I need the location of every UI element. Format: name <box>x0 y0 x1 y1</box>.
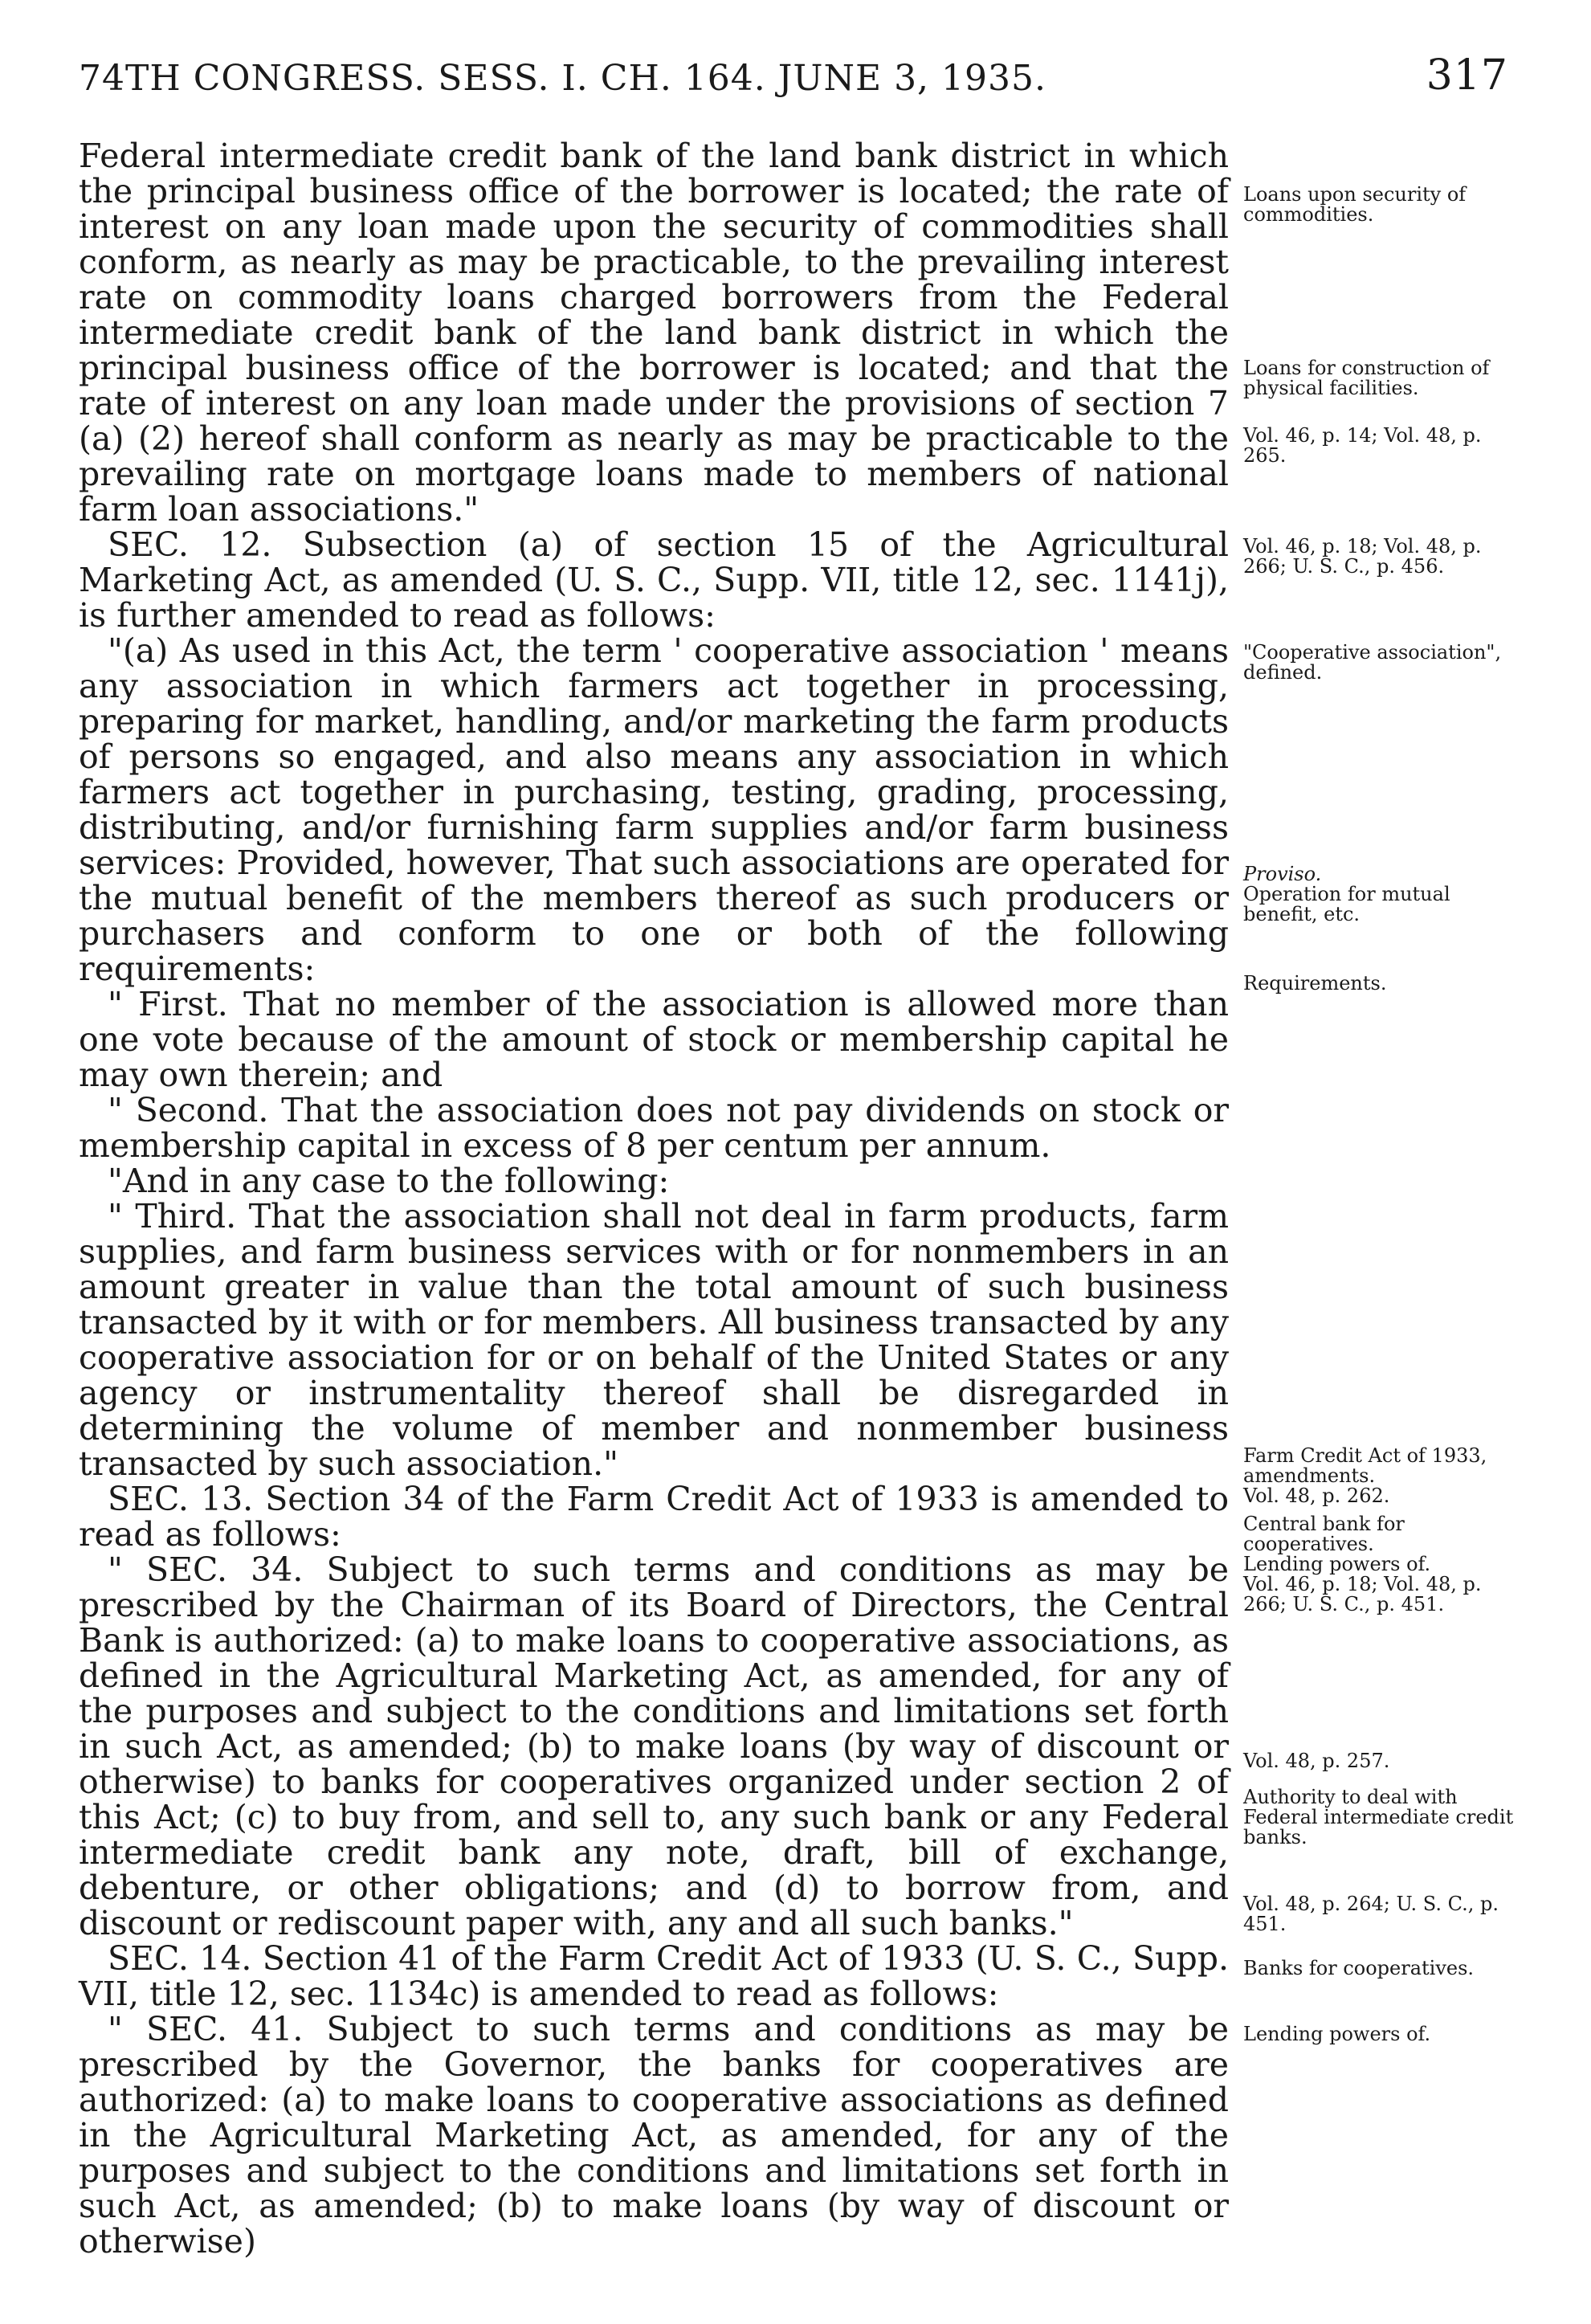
page-number: 317 <box>1426 51 1508 100</box>
page-header <box>79 51 1508 108</box>
margin-note: Farm Credit Act of 1933, amendments. <box>1243 1444 1487 1487</box>
margin-note: Requirements. <box>1243 972 1387 995</box>
margin-note: Vol. 46, p. 18; Vol. 48, p. 266; U. S. C., p. 451. <box>1243 1573 1482 1615</box>
body-text <box>79 138 1229 2259</box>
margin-note: Loans upon security of commodities. <box>1243 183 1467 226</box>
margin-note: Vol. 46, p. 14; Vol. 48, p. 265. <box>1243 424 1482 467</box>
margin-note: Vol. 48, p. 257. <box>1243 1750 1390 1772</box>
margin-note: Authority to deal with Federal intermediate credit banks. <box>1243 1786 1514 1848</box>
paragraph-sec-34: " SEC. 34. Subject to such terms and conditions as may be prescribed by the Chairman of its Board of Directors, the Central Bank is authorized: (a) to make loans to cooperative associations, as defined in the Agricultural Marketing Act, as amended, for any of the purposes and subject to the conditions and limitations set forth in such Act, as amended; (b) to make loans (by way of discount or otherwise) to banks for cooperatives organized under section 2 of this Act; (c) to buy from, and sell to, any such bank or any Federal intermediate credit bank any note, draft, bill of exchange, debenture, or other obligations; and (d) to borrow from, and discount or rediscount paper with, any and all such banks." <box>79 1550 1229 1942</box>
margin-note: Central bank for cooperatives. <box>1243 1513 1405 1555</box>
paragraph-continuation: Federal intermediate credit bank of the land bank district in which the principal business office of the borrower is located; the rate of interest on any loan made upon the security of commodities shall conform, as nearly as may be practicable, to the prevailing interest rate on commodity loans charged borrowers from the Federal intermediate credit bank of the land bank district in which the principal business office of the borrower is located; and that the rate of interest on any loan made under the provisions of section 7 (a) (2) hereof shall conform as nearly as may be practicable to the prevailing rate on mortgage loans made to members of national farm loan associations." <box>79 137 1229 529</box>
margin-note: Vol. 48, p. 262. <box>1243 1485 1390 1507</box>
paragraph-sec-12: SEC. 12. Subsection (a) of section 15 of the Agricultural Marketing Act, as amended (U. S. C., Supp. VII, title 12, sec. 1141j), is further amended to read as follows: <box>79 525 1229 635</box>
margin-note-proviso: Proviso. <box>1243 863 1322 885</box>
paragraph-sec-13: SEC. 13. Section 34 of the Farm Credit Act of 1933 is amended to read as follows: <box>79 1480 1229 1554</box>
paragraph-sec-14: SEC. 14. Section 41 of the Farm Credit Act of 1933 (U. S. C., Supp. VII, title 12, sec. 1134c) is amended to read as follows: <box>79 1939 1229 2013</box>
paragraph-third: " Third. That the association shall not deal in farm products, farm supplies, and farm business services with or for nonmembers in an amount greater in value than the total amount of such business transacted by it with or for members. All business transacted by any cooperative association for or on behalf of the United States or any agency or instrumentality thereof shall be disregarded in determining the volume of member and nonmember business transacted by such association." <box>79 1197 1229 1483</box>
paragraph-first: " First. That no member of the association is allowed more than one vote because of the amount of stock or membership capital he may own therein; and <box>79 985 1229 1094</box>
margin-note: Lending powers of. <box>1243 1553 1431 1575</box>
paragraph-any-case: "And in any case to the following: <box>108 1162 670 1200</box>
margin-note: Lending powers of. <box>1243 2023 1431 2045</box>
margin-note: Vol. 48, p. 264; U. S. C., p. 451. <box>1243 1893 1499 1935</box>
margin-note: Loans for construction of physical facilities. <box>1243 357 1490 399</box>
paragraph-sec-41: " SEC. 41. Subject to such terms and conditions as may be prescribed by the Governor, the banks for cooperatives are authorized: (a) to make loans to cooperative associations as defined in the Agricultural Marketing Act, as amended, for any of the purposes and subject to the conditions and limitations set forth in such Act, as amended; (b) to make loans (by way of discount or otherwise) <box>79 2010 1229 2261</box>
paragraph-definition-a: "(a) As used in this Act, the term ' cooperative association ' means any association in which farmers act together in processing, preparing for market, handling, and/or marketing the farm products of persons so engaged, and also means any association in which farmers act together in purchasing, testing, grading, processing, distributing, and/or furnishing farm supplies and/or farm business services: Provided, however, That such associations are operated for the mutual benefit of the members thereof as such producers or purchasers and conform to one or both of the following requirements: <box>79 631 1229 988</box>
margin-note: Operation for mutual benefit, etc. <box>1243 883 1450 925</box>
margin-note: Vol. 46, p. 18; Vol. 48, p. 266; U. S. C., p. 456. <box>1243 535 1482 578</box>
paragraph-second: " Second. That the association does not pay dividends on stock or membership capital in excess of 8 per centum per annum. <box>79 1091 1229 1165</box>
margin-note: "Cooperative association", defined. <box>1243 641 1502 684</box>
margin-note: Banks for cooperatives. <box>1243 1957 1475 1979</box>
running-head: 74TH CONGRESS. SESS. I. CH. 164. JUNE 3, 1935. <box>79 58 1046 99</box>
